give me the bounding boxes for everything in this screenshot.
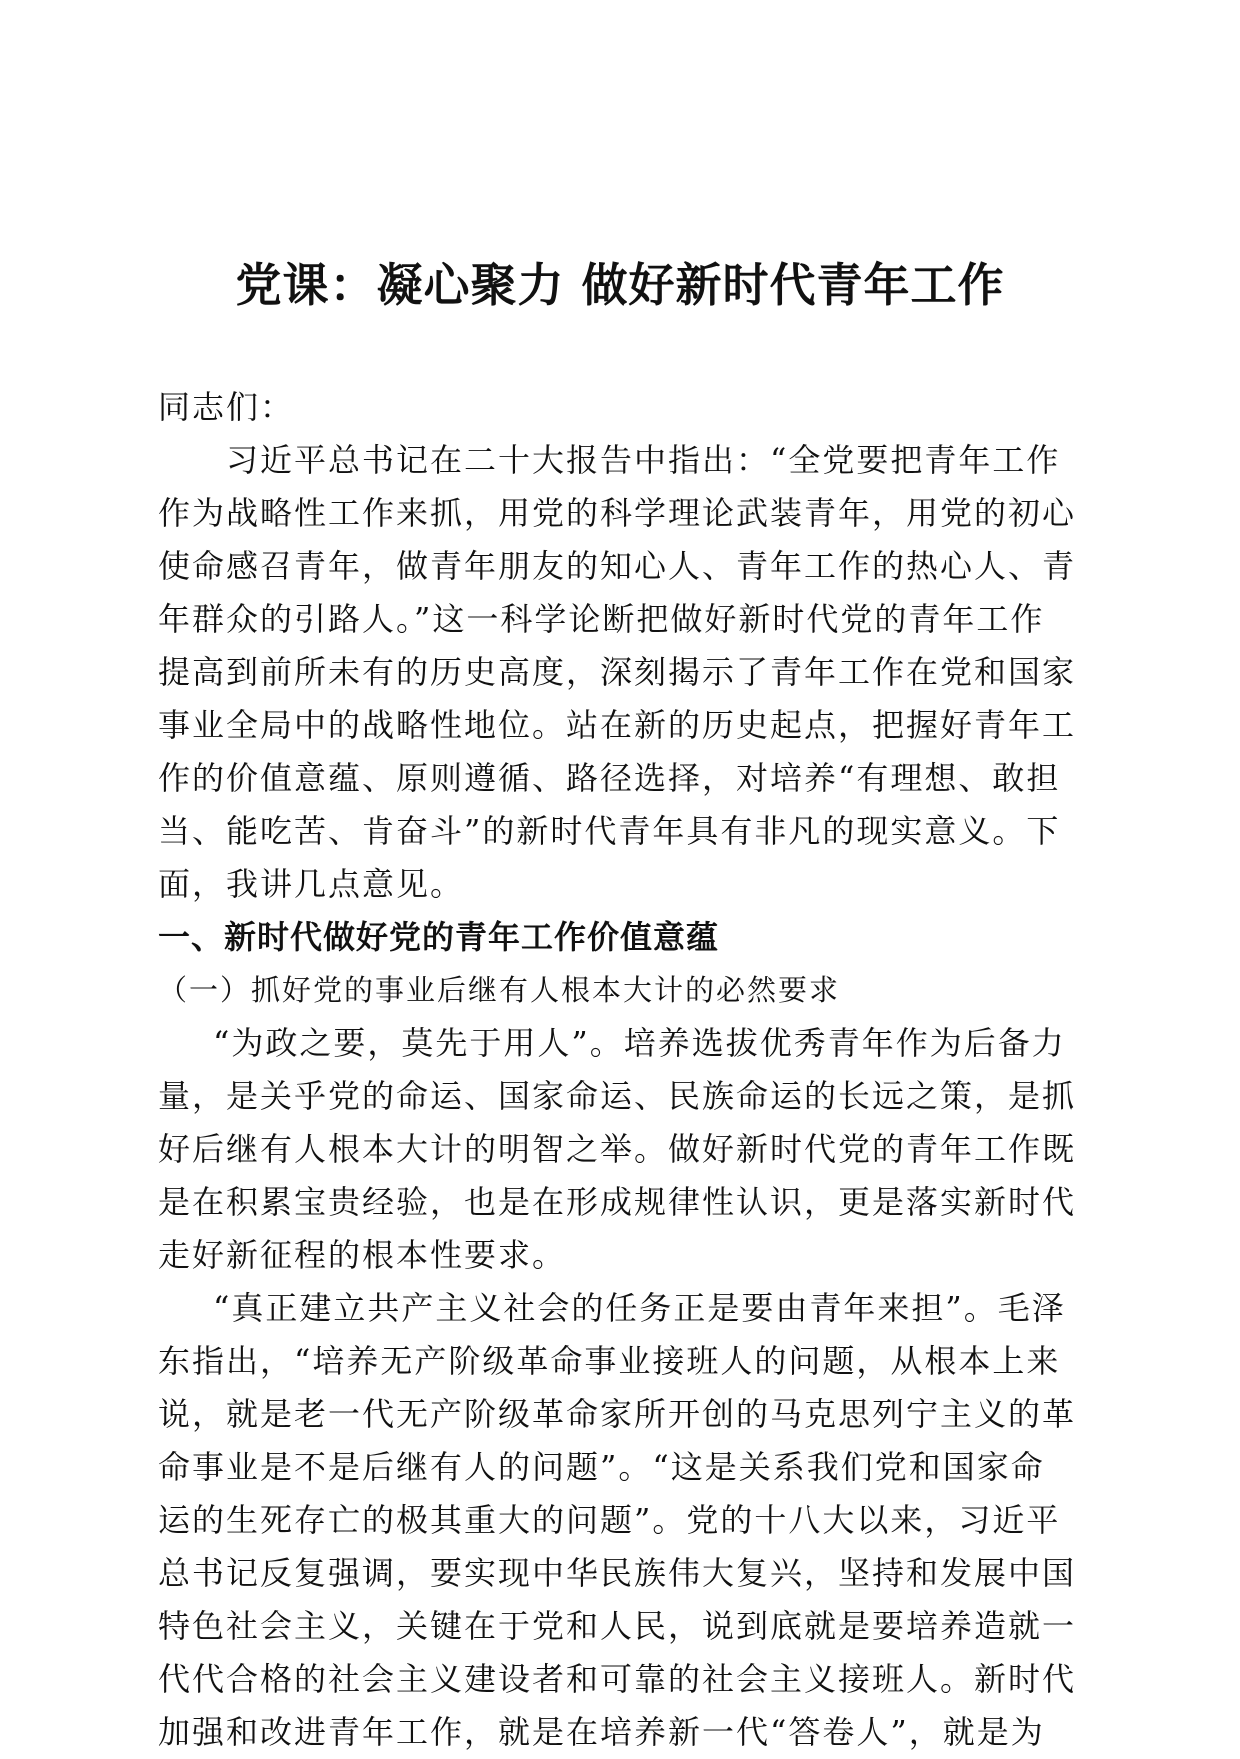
paragraph-line: 年群众的引路人。”这一科学论断把做好新时代党的青年工作 xyxy=(158,600,1045,638)
paragraph-line: 总书记反复强调，要实现中华民族伟大复兴，坚持和发展中国 xyxy=(158,1554,1077,1592)
document-title: 党课：凝心聚力 做好新时代青年工作 xyxy=(235,258,1005,312)
paragraph-line: 量，是关乎党的命运、国家命运、民族命运的长远之策，是抓 xyxy=(158,1077,1077,1115)
paragraph-line: 作为战略性工作来抓，用党的科学理论武装青年，用党的初心 xyxy=(158,494,1077,532)
paragraph-line: 走好新征程的根本性要求。 xyxy=(158,1236,567,1274)
paragraph-line: 面，我讲几点意见。 xyxy=(158,865,465,903)
paragraph-line: 事业全局中的战略性地位。站在新的历史起点，把握好青年工 xyxy=(158,706,1077,744)
salutation: 同志们： xyxy=(158,388,295,426)
paragraph-line: “为政之要，莫先于用人”。培养选拔优秀青年作为后备力 xyxy=(213,1024,1066,1062)
paragraph-line: 当、能吃苦、肯奋斗”的新时代青年具有非凡的现实意义。下 xyxy=(158,812,1061,850)
paragraph-line: 使命感召青年，做青年朋友的知心人、青年工作的热心人、青 xyxy=(158,547,1077,585)
paragraph-line: 习近平总书记在二十大报告中指出：“全党要把青年工作 xyxy=(226,441,1061,479)
paragraph-line: “真正建立共产主义社会的任务正是要由青年来担”。毛泽 xyxy=(213,1289,1066,1327)
subsection-heading: （一）抓好党的事业后继有人根本大计的必然要求 xyxy=(158,973,841,1007)
paragraph-line: 命事业是不是后继有人的问题”。“这是关系我们党和国家命 xyxy=(158,1448,1045,1486)
paragraph-line: 特色社会主义，关键在于党和人民，说到底就是要培养造就一 xyxy=(158,1607,1077,1645)
paragraph-line: 是在积累宝贵经验，也是在形成规律性认识，更是落实新时代 xyxy=(158,1183,1077,1221)
section-heading: 一、新时代做好党的青年工作价值意蕴 xyxy=(158,918,720,956)
document-body xyxy=(158,381,1078,1759)
paragraph-line: 加强和改进青年工作，就是在培养新一代“答卷人”，就是为 xyxy=(158,1713,1045,1751)
paragraph-line: 代代合格的社会主义建设者和可靠的社会主义接班人。新时代 xyxy=(158,1660,1077,1698)
paragraph-line: 说，就是老一代无产阶级革命家所开创的马克思列宁主义的革 xyxy=(158,1395,1077,1433)
paragraph-line: 好后继有人根本大计的明智之举。做好新时代党的青年工作既 xyxy=(158,1130,1077,1168)
paragraph-line: 提高到前所未有的历史高度，深刻揭示了青年工作在党和国家 xyxy=(158,653,1077,691)
paragraph-line: 运的生死存亡的极其重大的问题”。党的十八大以来，习近平 xyxy=(158,1501,1061,1539)
paragraph-line: 东指出，“培养无产阶级革命事业接班人的问题，从根本上来 xyxy=(158,1342,1061,1380)
paragraph-line: 作的价值意蕴、原则遵循、路径选择，对培养“有理想、敢担 xyxy=(158,759,1061,797)
